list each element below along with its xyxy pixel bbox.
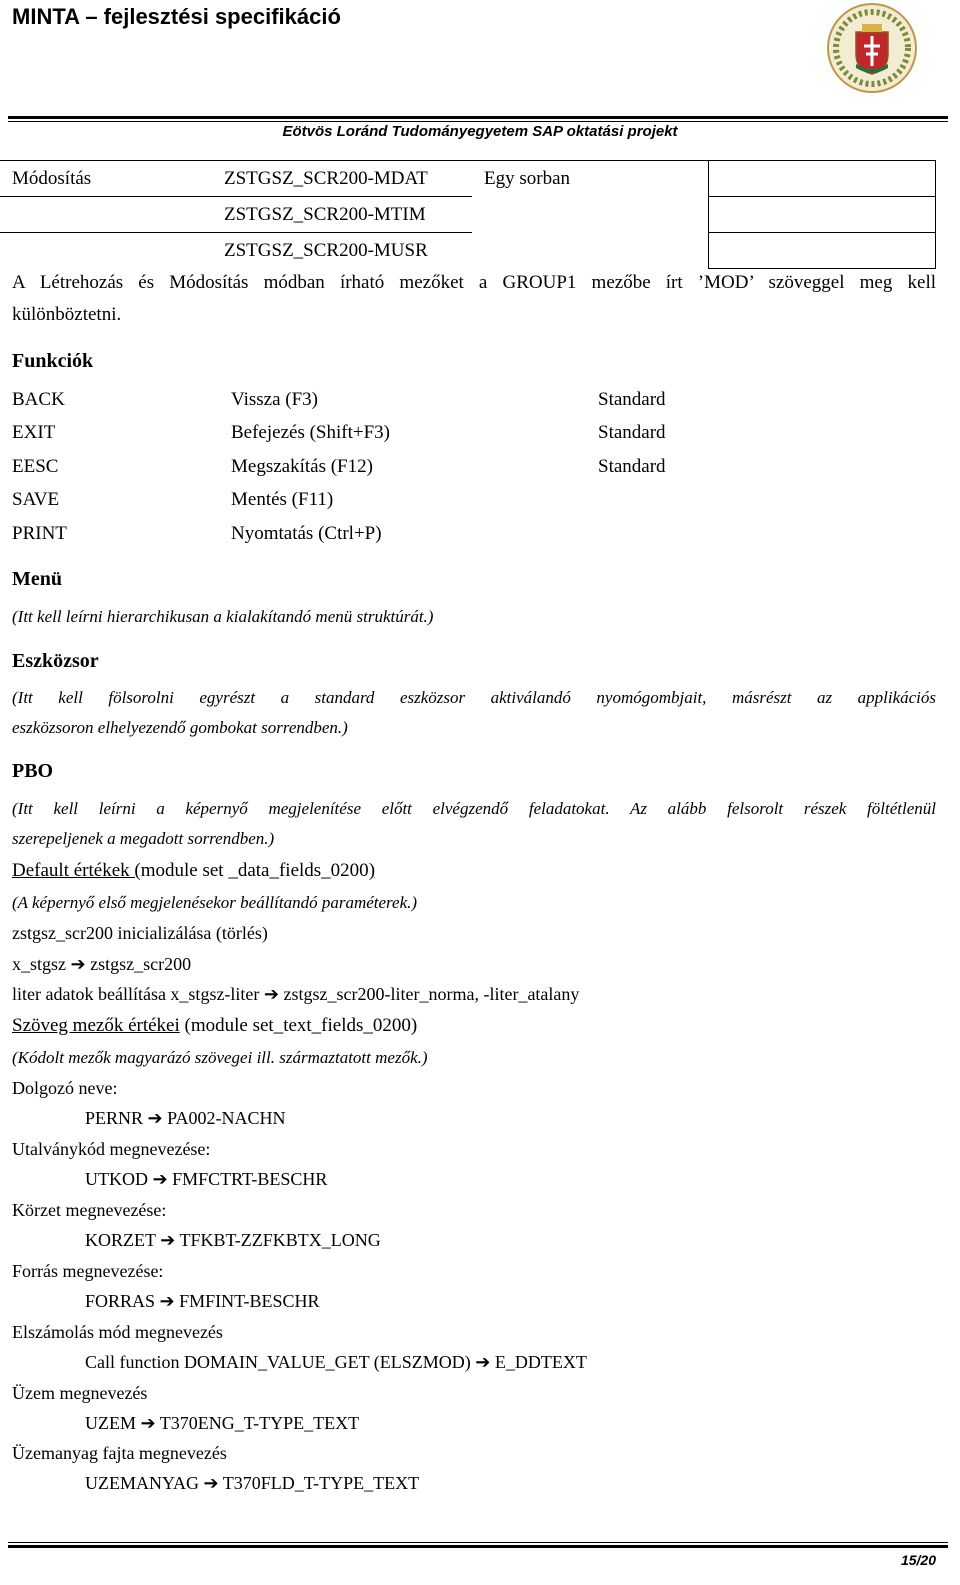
arrow-right-icon: ➔ [159, 1291, 175, 1311]
function-description: Befejezés (Shift+F3) [231, 422, 390, 443]
defaults-title-module: module set _data_fields_0200 [140, 860, 369, 881]
text-field-label: Elszámolás mód megnevezés [12, 1322, 223, 1342]
text-field-mapping [85, 1473, 419, 1494]
mapping-target: PA002-NACHN [167, 1108, 286, 1128]
mapping-source: PERNR [85, 1108, 144, 1128]
arrow-right-icon: ➔ [203, 1473, 219, 1493]
table-cell [472, 197, 709, 233]
section-heading-pbo: PBO [12, 760, 54, 782]
text-fields-note: (Kódolt mezők magyarázó szövegei ill. származtatott mezők.) [12, 1048, 428, 1067]
function-description: Nyomtatás (Ctrl+P) [231, 523, 382, 544]
header-rule [8, 116, 948, 119]
arrow-right-icon: ➔ [152, 1169, 168, 1189]
section-heading-funkciok: Funkciók [12, 350, 94, 372]
table-cell: ZSTGSZ_SCR200-MTIM [212, 197, 472, 233]
footer-rule-thin [8, 1542, 948, 1543]
menu-note: (Itt kell leírni hierarchikusan a kialakítandó menü struktúrát.) [12, 607, 434, 626]
table-cell [709, 161, 936, 197]
text-field-mapping [85, 1291, 320, 1312]
arrow-right-icon: ➔ [475, 1352, 491, 1372]
function-code: PRINT [12, 523, 67, 544]
arrow-right-icon: ➔ [263, 984, 280, 1004]
pbo-note: szerepeljenek a megadott sorrendben.) [12, 829, 275, 848]
mapping-target: FMFINT-BESCHR [179, 1291, 320, 1311]
defaults-target: zstgsz_scr200 [90, 954, 192, 974]
text-field-mapping [85, 1169, 327, 1190]
text-fields-title-module: (module set_text_fields_0200) [179, 1015, 418, 1036]
mapping-target: E_DDTEXT [494, 1352, 587, 1372]
document-title: MINTA – fejlesztési specifikáció [12, 4, 341, 29]
header-rule-thin [8, 121, 948, 122]
mapping-target: FMFCTRT-BESCHR [172, 1169, 328, 1189]
function-type: Standard [598, 456, 666, 477]
defaults-line: zstgsz_scr200 inicializálása (törlés) [12, 923, 268, 943]
function-code: SAVE [12, 489, 60, 510]
defaults-source: liter adatok beállítása x_stgsz-liter [12, 984, 260, 1004]
text-field-mapping [85, 1108, 285, 1129]
text-field-label: Üzemanyag fajta megnevezés [12, 1443, 227, 1463]
text-field-label: Üzem megnevezés [12, 1383, 148, 1403]
table-cell: Módosítás [0, 161, 212, 197]
defaults-note: (A képernyő első megjelenésekor beállítandó paraméterek.) [12, 893, 418, 912]
text-field-mapping [85, 1352, 587, 1373]
arrow-right-icon: ➔ [70, 954, 86, 974]
pbo-note: (Itt kell leírni a képernyő megjelenítése előtt elvégzendő feladatokat. Az alább felsorolt részek föltétlenül [12, 799, 936, 818]
intro-line: A Létrehozás és Módosítás módban írható mezőket a GROUP1 mezőbe írt ’MOD’ szöveggel meg kell [12, 272, 936, 293]
function-description: Vissza (F3) [231, 389, 318, 410]
function-code: EXIT [12, 422, 56, 443]
field-table [0, 160, 936, 269]
defaults-line [12, 954, 191, 975]
table-cell [472, 233, 709, 269]
arrow-right-icon: ➔ [147, 1108, 163, 1128]
section-heading-menu: Menü [12, 568, 62, 590]
table-cell [0, 233, 212, 269]
page-number: 15/20 [900, 1552, 936, 1568]
text-field-label: Forrás megnevezése: [12, 1261, 164, 1281]
function-code: BACK [12, 389, 65, 410]
text-field-mapping [85, 1413, 359, 1434]
arrow-right-icon: ➔ [160, 1230, 176, 1250]
mapping-target: T370FLD_T-TYPE_TEXT [222, 1473, 420, 1493]
mapping-source: UTKOD [85, 1169, 148, 1189]
document-subtitle: Eötvös Loránd Tudományegyetem SAP oktatási projekt [282, 123, 678, 140]
text-field-label: Dolgozó neve: [12, 1078, 118, 1098]
defaults-line [12, 984, 579, 1005]
table-row [0, 197, 936, 233]
text-fields-title [12, 1015, 417, 1037]
table-row [0, 161, 936, 197]
eszkozsor-note: eszközsoron elhelyezendő gombokat sorrendben.) [12, 718, 348, 737]
defaults-target: zstgsz_scr200-liter_norma, -liter_atalany [283, 984, 580, 1004]
text-field-label: Utalványkód megnevezése: [12, 1139, 211, 1159]
function-description: Mentés (F11) [231, 489, 334, 510]
table-cell: ZSTGSZ_SCR200-MDAT [212, 161, 472, 197]
function-description: Megszakítás (F12) [231, 456, 373, 477]
defaults-source: x_stgsz [12, 954, 66, 974]
table-cell [709, 233, 936, 269]
mapping-source: Call function DOMAIN_VALUE_GET (ELSZMOD) [85, 1352, 471, 1372]
mapping-target: TFKBT-ZZFKBTX_LONG [179, 1230, 381, 1250]
table-cell: ZSTGSZ_SCR200-MUSR [212, 233, 472, 269]
text-fields-title-underlined: Szöveg mezők értékei [12, 1015, 180, 1036]
function-type: Standard [598, 389, 666, 410]
table-cell [0, 197, 212, 233]
section-heading-eszkozsor: Eszközsor [12, 650, 99, 672]
table-row [0, 233, 936, 269]
function-type: Standard [598, 422, 666, 443]
mapping-source: FORRAS [85, 1291, 156, 1311]
intro-line: különböztetni. [12, 304, 122, 325]
table-cell: Egy sorban [472, 161, 709, 197]
table-cell [709, 197, 936, 233]
function-code: EESC [12, 456, 59, 477]
mapping-source: UZEMANYAG [85, 1473, 199, 1493]
mapping-source: KORZET [85, 1230, 156, 1250]
defaults-title-close: ) [368, 860, 376, 881]
defaults-title-underlined: Default értékek ( [12, 860, 141, 881]
text-field-mapping [85, 1230, 381, 1251]
eszkozsor-note: (Itt kell fölsorolni egyrészt a standard eszközsor aktiválandó nyomógombjait, másrészt az applikációs [12, 688, 936, 707]
text-field-label: Körzet megnevezése: [12, 1200, 167, 1220]
arrow-right-icon: ➔ [140, 1413, 156, 1433]
mapping-target: T370ENG_T-TYPE_TEXT [159, 1413, 360, 1433]
university-seal-icon [826, 2, 918, 94]
defaults-title [12, 860, 375, 882]
footer-rule [8, 1545, 948, 1548]
mapping-source: UZEM [85, 1413, 136, 1433]
